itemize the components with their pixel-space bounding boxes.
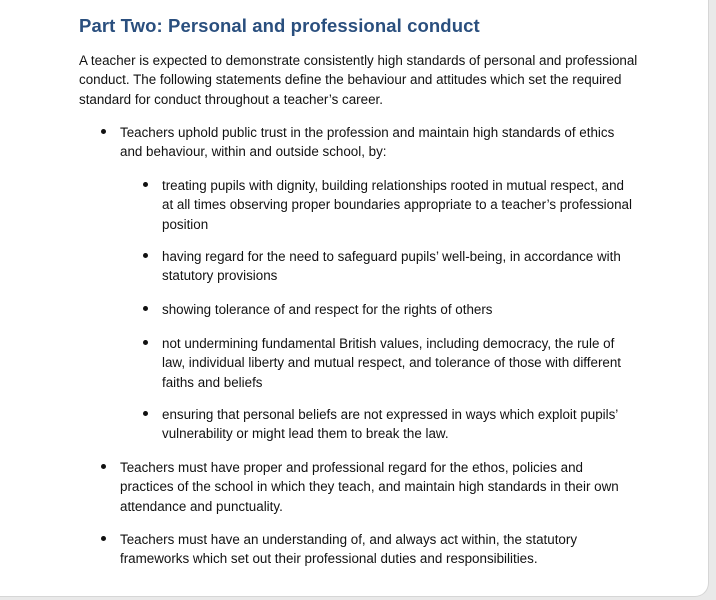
section-title: Part Two: Personal and professional conduct — [79, 15, 480, 36]
sub-bullet-dot — [143, 340, 148, 345]
bullet-dot — [101, 129, 106, 134]
bullet-item: Teachers uphold public trust in the profession and maintain high standards of ethics and behaviour, within and outside school, by: — [120, 125, 615, 160]
sub-bullet-dot — [143, 182, 148, 187]
bullet-dot — [101, 464, 106, 469]
bullet-item: Teachers must have proper and professional regard for the ethos, policies and practices of the school in which they teach, and maintain high standards in their own attendance and punctuality. — [120, 460, 619, 514]
intro-paragraph: A teacher is expected to demonstrate consistently high standards of personal and professional conduct. The following statements define the behaviour and attitudes which set the required standard for conduct throughout a teacher’s career. — [79, 53, 638, 107]
sub-bullet-item: showing tolerance of and respect for the rights of others — [162, 302, 493, 317]
sub-bullet-item: treating pupils with dignity, building relationships rooted in mutual respect, and at all times observing proper boundaries appropriate to a teacher’s professional position — [162, 178, 632, 232]
sub-bullet-item: not undermining fundamental British values, including democracy, the rule of law, individual liberty and mutual respect, and tolerance of those with different faiths and beliefs — [162, 336, 622, 390]
bullet-item: Teachers must have an understanding of, and always act within, the statutory frameworks which set out their professional duties and responsibilities. — [120, 532, 578, 567]
sub-bullet-dot — [143, 306, 148, 311]
sub-bullet-item: having regard for the need to safeguard pupils’ well-being, in accordance with statutory provisions — [162, 249, 621, 284]
bullet-dot — [101, 536, 106, 541]
sub-bullet-dot — [143, 411, 148, 416]
sub-bullet-dot — [143, 253, 148, 258]
sub-bullet-item: ensuring that personal beliefs are not expressed in ways which exploit pupils’ vulnerability or might lead them to break the law. — [162, 407, 618, 442]
